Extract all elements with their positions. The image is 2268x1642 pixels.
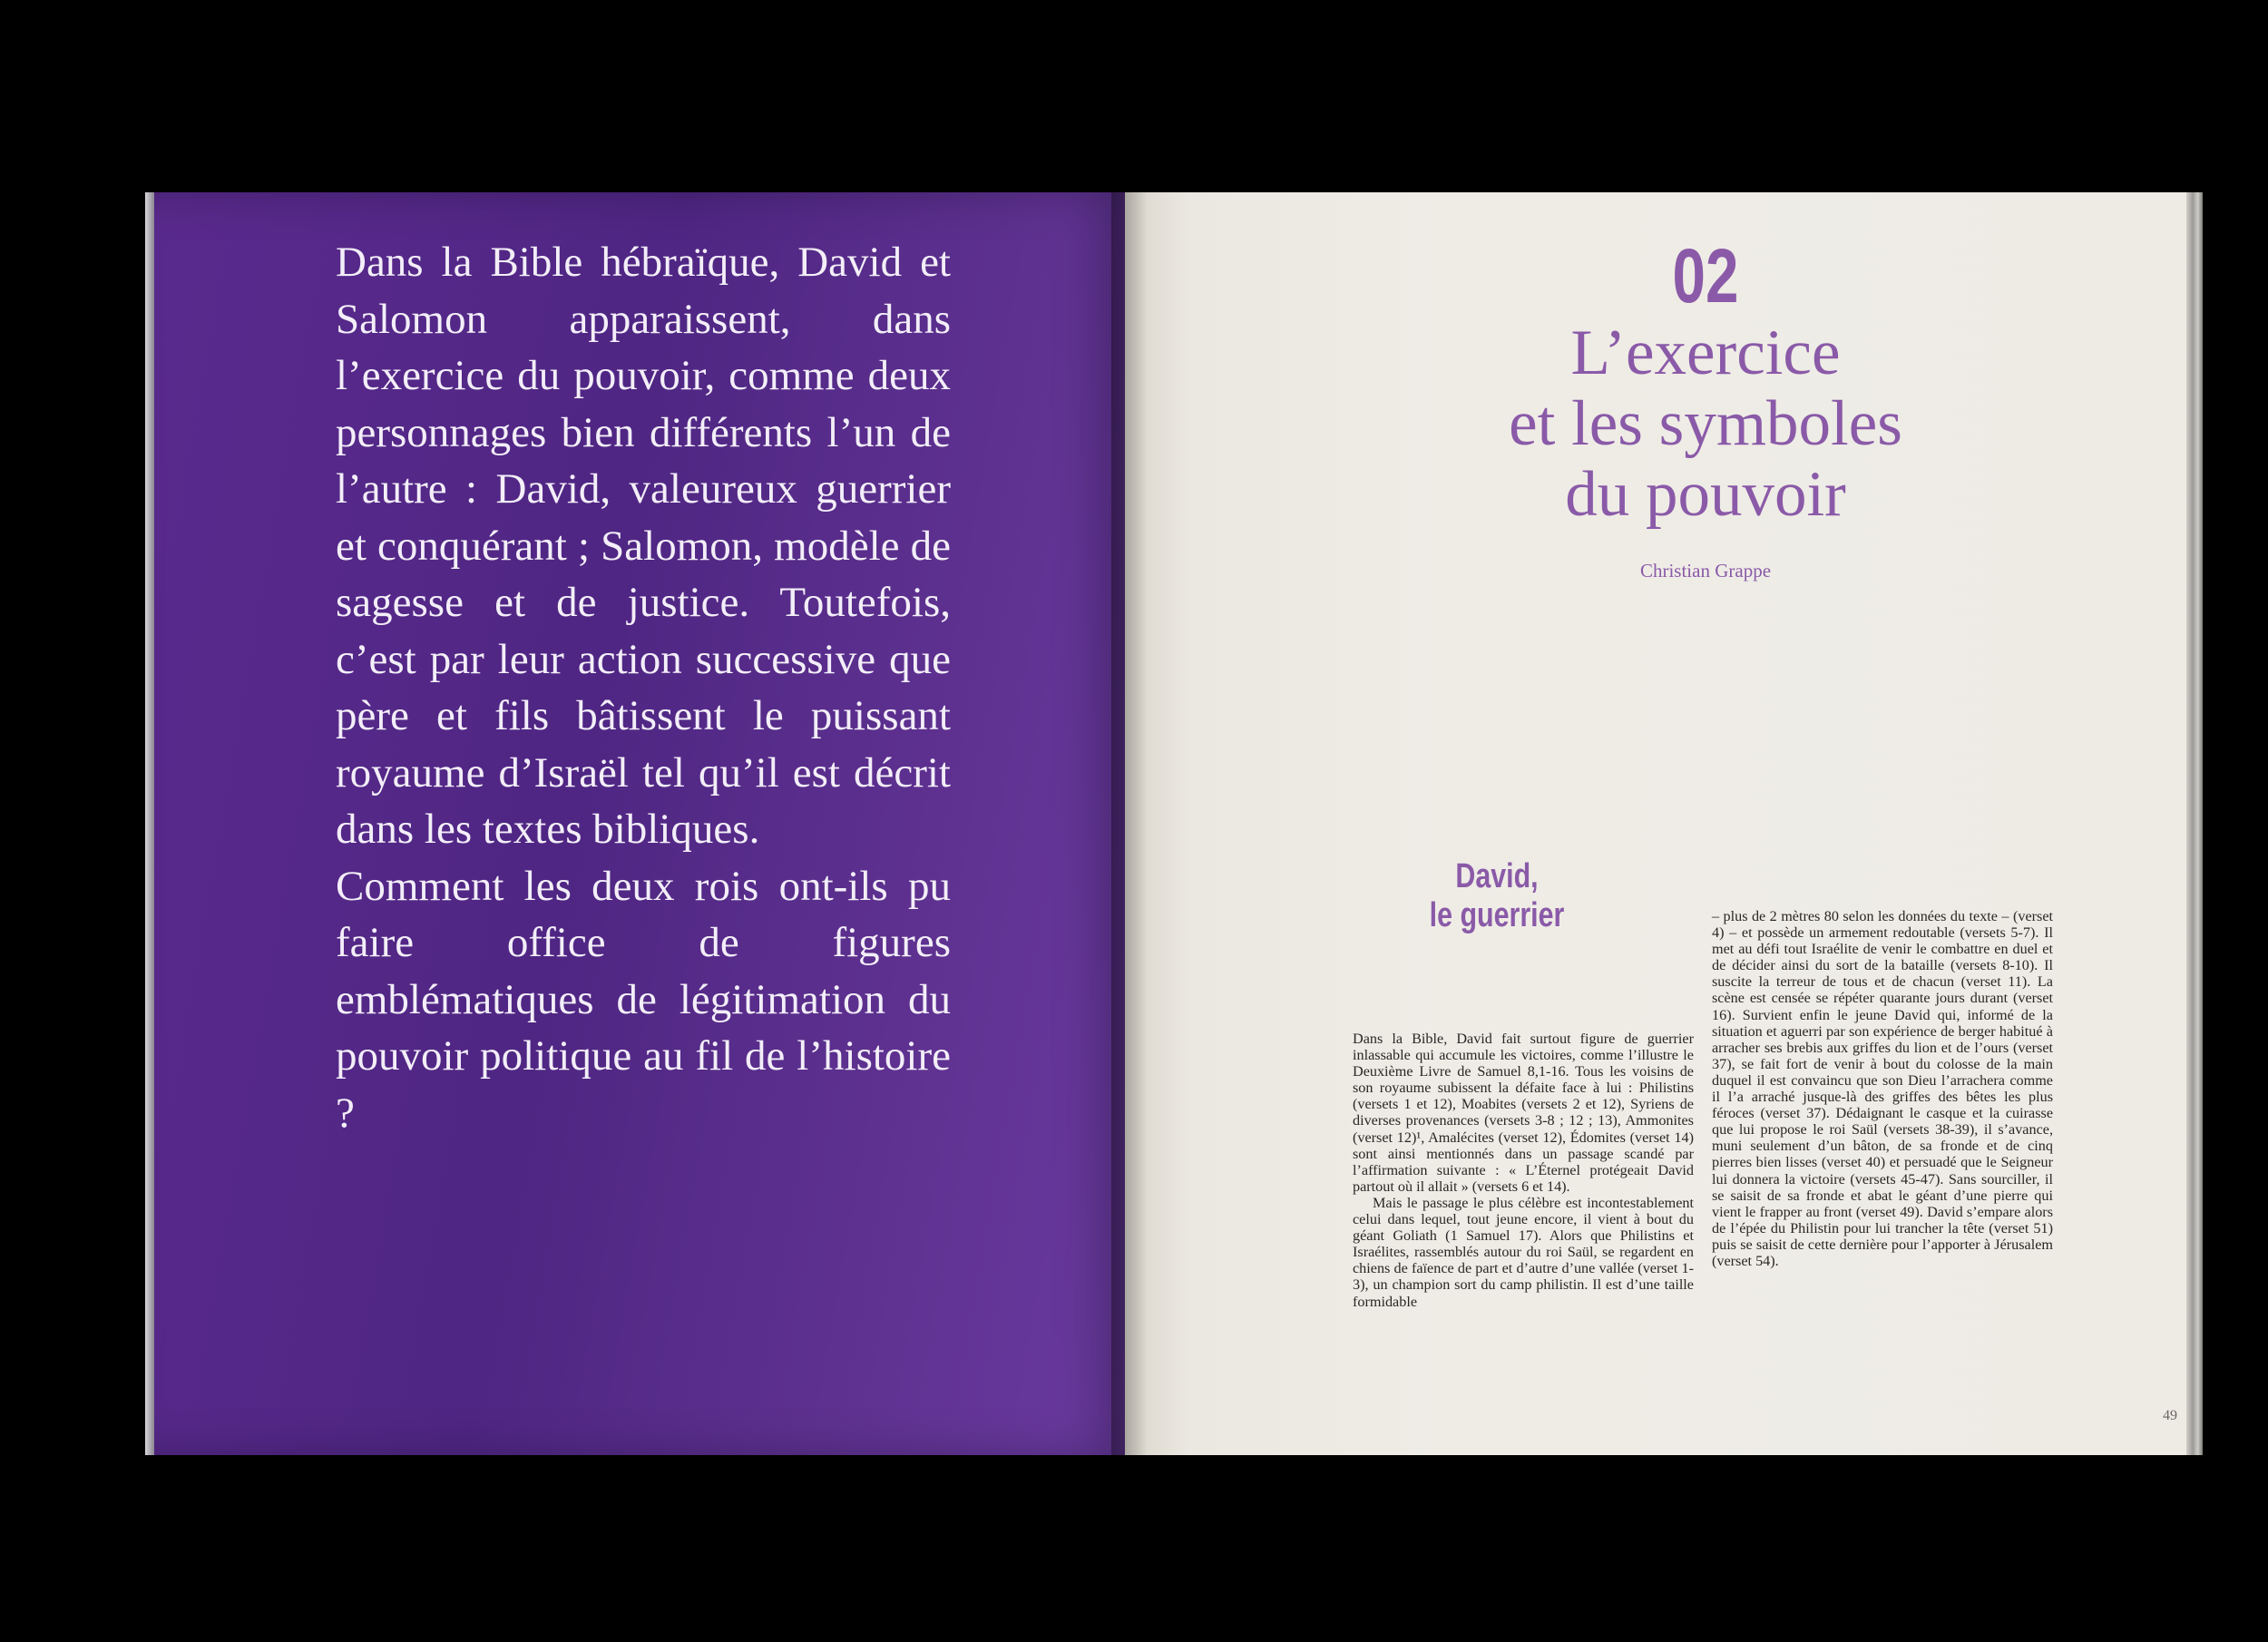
chapter-title [1442,318,1969,530]
chapter-number: 02 [1672,233,1739,318]
left-page-edge [145,192,154,1455]
page-number: 49 [2163,1408,2177,1423]
body-paragraph: – plus de 2 mètres 80 selon les données du texte – (verset 4) – et possède un armement redoutable (versets 5-7). Il met au défi tout Israélite de venir le combattre en duel et de décider ainsi du sort de la bataille (versets 8-10). Il suscite la terreur de tous et de chacun (verset 11). La scène est censée se répéter quarante jours durant (verset 16). Survient enfin le jeune David qui, informé de la situation et aguerri par son expérience de berger habitué à arracher ses brebis aux griffes du lion et de l’ours (verset 37), se fait fort de venir à bout du colosse de la main duquel il est convaincu que son Dieu l’arrachera comme il l’a arraché jusque-là des griffes des bêtes les plus féroces (verset 37). Dédaignant le casque et la cuirasse que lui propose le roi Saül (versets 38-39), il s’avance, muni seulement d’un bâton, de sa fronde et de cinq pierres bien lisses (verset 40) et persuadé que le Seigneur lui donnera la victoire (versets 45-47). Sans sourciller, il se saisit de sa fronde et abat le géant d’une pierre qui vient le frapper au front (verset 49). David s’empare alors de l’épée du Philistin pour lui trancher la tête (verset 51) puis se saisit de cette dernière pour l’apporter à Jérusalem (verset 54). [1712,908,2053,1269]
intro-text [336,234,951,1141]
intro-paragraph-2: Comment les deux rois ont-ils pu faire office de figures emblématiques de légitimation du pouvoir politique au fil de l’histoire ? [336,862,951,1137]
section-heading-line: David, [1455,857,1539,895]
right-page-edge [2186,192,2203,1455]
gutter-shadow [1111,192,1148,1455]
chapter-title-line: du pouvoir [1565,459,1846,530]
author-name: Christian Grappe [1639,560,1772,582]
intro-paragraph-1: Dans la Bible hébraïque, David et Salomon apparaissent, dans l’exercice du pouvoir, comme deux personnages bien différents l’un de l’autre : David, valeureux guerrier et conquérant ; Salomon, modèle de sagesse et de justice. Toutefois, c’est par leur action successive que père et fils bâtissent le puissant royaume d’Israël tel qu’il est décrit dans les textes bibliques. [336,239,951,853]
body-paragraph: Dans la Bible, David fait surtout figure de guerrier inlassable qui accumule les victoires, comme l’illustre le Deuxième Livre de Samuel 8,1-16. Tous les voisins de son royaume subissent la défaite face à lui : Philistins (versets 1 et 12), Moabites (versets 2 et 12), Syriens de diverses provenances (versets 3-8 ; 12 ; 13), Ammonites (verset 12)¹, Amalécites (verset 12), Édomites (verset 14) sont ainsi mentionnés dans un passage scandé par l’affirmation suivante : « L’Éternel protégeait David partout où il allait » (versets 6 et 14). [1353,1031,1694,1195]
body-column-2 [1712,908,2053,1269]
chapter-title-line: L’exercice [1570,318,1841,388]
section-heading-line: le guerrier [1429,896,1565,934]
section-heading [1403,857,1591,935]
chapter-title-line: et les symboles [1509,388,1902,459]
body-paragraph: Mais le passage le plus célèbre est incontestablement celui dans lequel, tout jeune encore, il vient à bout du géant Goliath (1 Samuel 17). Alors que Philistins et Israélites, rassemblés autour du roi Saül, se regardent en chiens de faïence de part et d’autre d’une vallée (verset 1-3), un champion sort du camp philistin. Il est d’une taille formidable [1353,1194,1694,1310]
body-column-1 [1353,1031,1694,1310]
